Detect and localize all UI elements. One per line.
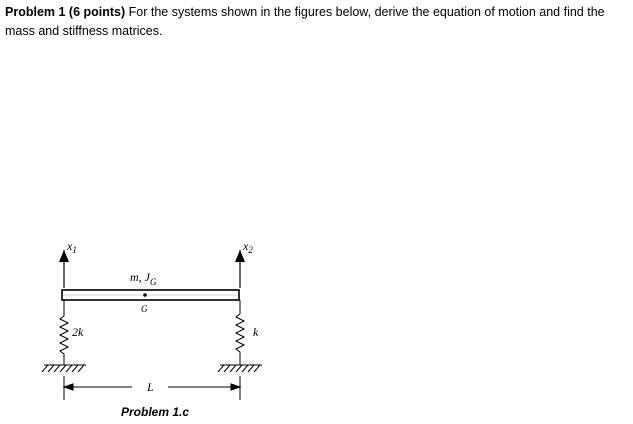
mass-label: m, $J_G$	[130, 270, 157, 287]
right-ground	[218, 365, 262, 372]
x2-arrow	[235, 250, 245, 288]
cg-point	[143, 293, 147, 297]
x1-arrow	[59, 250, 69, 288]
right-spring	[236, 300, 244, 365]
left-spring	[60, 300, 68, 365]
left-ground	[42, 365, 86, 372]
length-label: L	[147, 380, 154, 394]
right-spring-label: k	[253, 325, 259, 339]
left-spring-label: 2k	[72, 325, 84, 339]
x1-label: $x_1$	[67, 239, 77, 255]
cg-label: G	[141, 304, 148, 314]
figure-caption: Problem 1.c	[121, 405, 190, 419]
problem-heading: Problem 1 (6 points)	[5, 5, 126, 19]
problem-body: For the systems shown in the figures below, derive the equation of motion and find the mass and stiffness matrices.	[5, 5, 605, 38]
x2-label: $x_2$	[243, 239, 253, 255]
